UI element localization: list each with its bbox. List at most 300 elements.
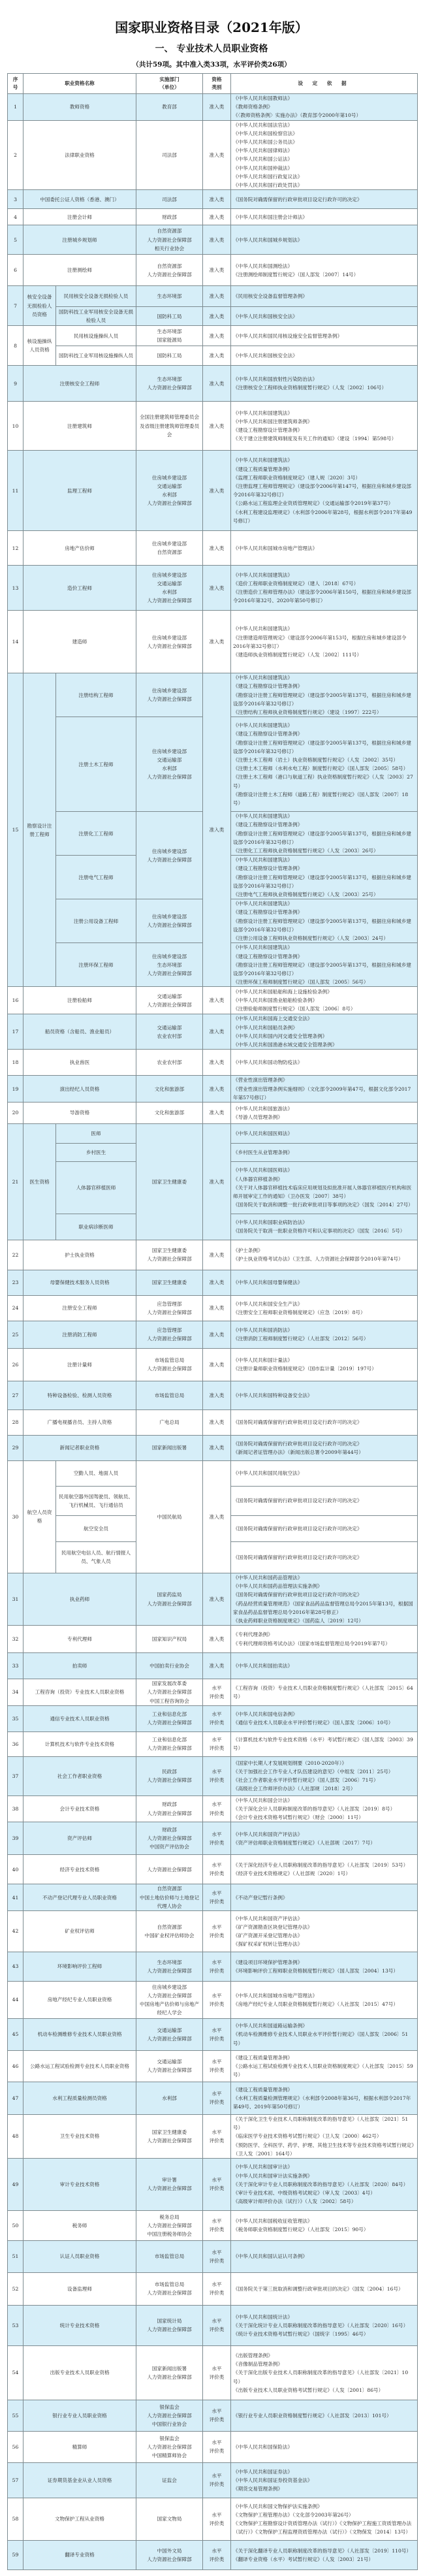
basis-line: 《注册核安全工程师执业资格制度暂行规定》（人发〔2002〕106号） bbox=[233, 385, 387, 391]
basis-line: 《注册土木工程师（岩土）执业资格制度暂行规定》（人发〔2002〕35号） bbox=[233, 757, 398, 764]
dept-line: 全国注册建筑师管理委员会及省级注册建筑师管理委员会 bbox=[139, 414, 200, 438]
basis-line: 《国家中长期人才发展规划纲要（2010-2020年）》 bbox=[233, 1760, 347, 1766]
category-line: 准入类 bbox=[209, 997, 225, 1004]
basis-cell bbox=[231, 1102, 418, 1123]
dept-line: 人力资源社会保障部 bbox=[147, 1309, 192, 1315]
dept-line: 市场监管总局 bbox=[154, 1392, 185, 1398]
basis-line: 《护士条例》 bbox=[233, 1248, 263, 1254]
basis-line: 《公路水运工程监理企业资质管理规定》（交通运输部令2019年第37号） bbox=[233, 500, 394, 507]
basis-cell bbox=[231, 1981, 418, 2018]
basis-line: 《人体器官移植条例》 bbox=[233, 1176, 283, 1182]
seq-cell: 3 bbox=[8, 190, 24, 209]
basis-cell bbox=[231, 1541, 418, 1573]
basis-line: 《监理工程师职业资格制度规定》（建人规〔2020〕3号） bbox=[233, 474, 361, 481]
name-cell: 社会工作者职业资格 bbox=[24, 1756, 136, 1795]
category-cell bbox=[203, 1822, 231, 1855]
qualification-table bbox=[7, 73, 418, 2570]
category-line: 准入类 bbox=[209, 585, 225, 591]
basis-line: 《勘察设计注册土木工程师（道路工程）制度暂行规定》（国人部发〔2007〕18号） bbox=[233, 791, 409, 807]
basis-cell bbox=[231, 1348, 418, 1381]
table-row bbox=[8, 1102, 418, 1123]
table-row bbox=[8, 1981, 418, 2018]
dept-line: 人力资源社会保障部 bbox=[147, 2137, 192, 2144]
dept-cell bbox=[136, 326, 203, 346]
category-line: 水平 bbox=[212, 2439, 222, 2446]
name-cell: 注册测绘师 bbox=[24, 255, 136, 286]
dept-line: 生态环境部 bbox=[157, 293, 182, 300]
basis-line: 《勘察设计注册工程师管理规定》（建设部令2005年第137号，根据住房和城乡建设部令2016年第32号修订） bbox=[233, 739, 412, 754]
dept-line: 农业农村部 bbox=[157, 1059, 182, 1066]
name-cell: 导游资格 bbox=[24, 1102, 136, 1123]
category-cell bbox=[203, 2158, 231, 2210]
basis-cell bbox=[231, 856, 418, 899]
category-cell bbox=[203, 1409, 231, 1435]
name-cell: 精算师 bbox=[24, 2431, 136, 2462]
table-row bbox=[8, 2158, 418, 2210]
dept-cell bbox=[136, 1295, 203, 1321]
name-cell: 法律职业资格 bbox=[24, 120, 136, 190]
basis-cell bbox=[231, 225, 418, 255]
dept-line: 住房城乡建设部 bbox=[151, 1984, 187, 1990]
dept-cell bbox=[136, 812, 203, 899]
basis-cell bbox=[231, 1756, 418, 1795]
dept-cell bbox=[136, 2540, 203, 2569]
seq-cell: 50 bbox=[8, 2210, 24, 2240]
dept-cell bbox=[136, 402, 203, 451]
seq-cell: 37 bbox=[8, 1756, 24, 1795]
basis-line: 《中华人民共和国建筑法》 bbox=[233, 722, 293, 729]
header-category: 资格类别 bbox=[203, 74, 231, 94]
category-cell bbox=[203, 2540, 231, 2569]
basis-cell bbox=[231, 94, 418, 121]
table-row bbox=[8, 209, 418, 225]
name-cell: 翻译专业资格 bbox=[24, 2540, 136, 2569]
dept-line: 人力资源社会保障部 bbox=[147, 1967, 192, 1974]
basis-line: 《注册消防工程师制度暂行规定》（人社部发〔2012〕56号） bbox=[233, 1336, 369, 1342]
basis-line: 《中华人民共和国城市房地产管理法》 bbox=[233, 545, 318, 551]
table-subrow bbox=[8, 286, 418, 307]
dept-line: 人力资源社会保障部 bbox=[147, 2556, 192, 2562]
basis-cell bbox=[231, 286, 418, 307]
table-row bbox=[8, 1705, 418, 1731]
dept-line: 人力资源社会保障部 bbox=[147, 500, 192, 507]
category-line: 准入类 bbox=[209, 236, 225, 243]
category-cell bbox=[203, 209, 231, 225]
dept-line: 住房城乡建设部 bbox=[151, 474, 187, 481]
basis-cell bbox=[231, 326, 418, 346]
category-cell bbox=[203, 566, 231, 611]
table-row bbox=[8, 255, 418, 286]
category-line: 准入类 bbox=[209, 267, 225, 274]
basis-cell bbox=[231, 1214, 418, 1240]
category-line: 水平 bbox=[212, 2511, 222, 2518]
group-name-cell: 核设施操纵人员资格 bbox=[24, 326, 56, 366]
category-line: 评价类 bbox=[209, 2417, 225, 2423]
category-cell bbox=[203, 2305, 231, 2345]
basis-line: 《房地产经纪专业人员职业资格制度暂行规定》（人社部发〔2015〕47号） bbox=[233, 2001, 398, 2007]
basis-line: 《新闻记者证管理办法》（新闻出版总署令2009年第44号） bbox=[233, 1449, 364, 1455]
seq-cell: 25 bbox=[8, 1321, 24, 1348]
dept-cell bbox=[136, 2114, 203, 2158]
basis-cell bbox=[231, 1855, 418, 1884]
seq-cell: 22 bbox=[8, 1240, 24, 1270]
dept-line: 自然资源部 bbox=[157, 1924, 182, 1930]
basis-line: 《税务师职业资格制度暂行规定》（人社部发〔2015〕90号） bbox=[233, 2227, 369, 2233]
header-dept: 实施部门（单位） bbox=[136, 74, 203, 94]
category-line: 准入类 bbox=[209, 1663, 225, 1669]
seq-cell: 54 bbox=[8, 2345, 24, 2400]
category-line: 准入类 bbox=[209, 1513, 225, 1520]
dept-line: 国家新闻出版署 bbox=[151, 2365, 187, 2372]
name-cell: 出版专业技术人员职业资格 bbox=[24, 2345, 136, 2400]
category-line: 准入类 bbox=[209, 487, 225, 494]
basis-cell bbox=[231, 1435, 418, 1460]
basis-line: 《专利代理条例》 bbox=[233, 1632, 273, 1638]
basis-line: 《注册造价工程师管理办法》（建设部令2006年第150号，根据住房和城乡建设部令2016年第32号、2020年第50号修订） bbox=[233, 589, 412, 604]
table-row bbox=[8, 1822, 418, 1855]
category-cell bbox=[203, 1981, 231, 2018]
name-cell: 专利代理师 bbox=[24, 1626, 136, 1653]
name-cell: 注册计量师 bbox=[24, 1348, 136, 1381]
category-line: 准入类 bbox=[209, 827, 225, 833]
basis-line: 《中华人民共和国医师法》 bbox=[233, 1130, 293, 1136]
dept-line: 水利部 bbox=[162, 492, 177, 498]
dept-line: 交通运输部 bbox=[157, 483, 182, 490]
dept-line: 自然资源部 bbox=[157, 1886, 182, 1892]
name-cell: 机动车检测维修专业技术人员职业资格 bbox=[24, 2018, 136, 2050]
dept-line: 水利部 bbox=[162, 589, 177, 596]
category-cell bbox=[203, 1679, 231, 1706]
basis-cell bbox=[231, 120, 418, 190]
basis-line: 《营业性演出管理条例实施细则》（文化部令2009年第47号，根据文化部令2017年第57号修订） bbox=[233, 1086, 411, 1101]
basis-line: 《高级审计师评价办法（试行）》（人发〔2002〕58号） bbox=[233, 2198, 356, 2205]
name-cell: 拍卖师 bbox=[24, 1653, 136, 1679]
dept-cell bbox=[136, 2345, 203, 2400]
name-cell: 通信专业技术人员职业资格 bbox=[24, 1705, 136, 1731]
dept-line: 国家知识产权局 bbox=[151, 1636, 187, 1643]
basis-line: 《中华人民共和国民用核设施安全监督管理条例》 bbox=[233, 332, 343, 339]
dept-line: 自然资源部 bbox=[157, 228, 182, 234]
dept-line: 中国房地产估价师与房地产经纪人学会 bbox=[139, 2001, 200, 2016]
basis-line: 《中华人民共和国职业病防治法》 bbox=[233, 1219, 307, 1226]
category-cell bbox=[203, 2082, 231, 2114]
dept-cell bbox=[136, 1076, 203, 1103]
name-cell: 不动产登记代理专业人员职业资格 bbox=[24, 1884, 136, 1911]
basis-line: 《民用核安全设备监督管理条例》 bbox=[233, 293, 307, 300]
basis-line: 《建设工程勘察设计管理条例》 bbox=[233, 909, 303, 916]
sub-name-cell: 国防科技工业军用核安全设备无损检验人员 bbox=[56, 307, 136, 326]
seq-cell: 18 bbox=[8, 1050, 24, 1076]
basis-line: 《期货交易管理条例》 bbox=[233, 2486, 283, 2492]
dept-line: 中国银行业协会 bbox=[151, 2421, 187, 2428]
basis-line: 《关于深化卫生专业技术人员职称制度改革的指导意见》（人社部发〔2021〕51号） bbox=[233, 2116, 409, 2131]
basis-line: 《通信专业技术人员职业水平评价暂行规定》（国人部发〔2006〕10号） bbox=[233, 1720, 394, 1726]
category-cell bbox=[203, 2210, 231, 2240]
basis-line: 《中华人民共和国注册建筑师条例》 bbox=[233, 419, 313, 425]
category-cell bbox=[203, 326, 231, 346]
basis-line: 《关于对人体器官移植技术临床应用规划及拟批准开展人体器官移植医疗机构和医师开展审定工作的通知》（卫办医发〔2007〕38号） bbox=[233, 1184, 412, 1200]
name-cell: 注册建筑师 bbox=[24, 402, 136, 451]
category-line: 水平 bbox=[212, 1992, 222, 1999]
dept-line: 银保监会 bbox=[159, 2435, 180, 2441]
name-cell: 矿业权评估师 bbox=[24, 1910, 136, 1952]
basis-cell bbox=[231, 209, 418, 225]
basis-line: 《注册计量师职业资格制度规定》（国市监计量〔2019〕197号） bbox=[233, 1366, 377, 1372]
table-row bbox=[8, 2498, 418, 2540]
basis-cell bbox=[231, 1515, 418, 1541]
basis-line: 《注册安全工程师职业资格制度规定》（应急〔2019〕8号） bbox=[233, 1309, 366, 1315]
category-cell bbox=[203, 1321, 231, 1348]
dept-line: 民政部 bbox=[162, 1769, 177, 1775]
table-row bbox=[8, 1679, 418, 1706]
dept-cell bbox=[136, 1050, 203, 1076]
seq-cell: 58 bbox=[8, 2498, 24, 2540]
dept-cell bbox=[136, 307, 203, 326]
category-line: 准入类 bbox=[209, 313, 225, 319]
dept-cell bbox=[136, 1795, 203, 1822]
seq-cell: 16 bbox=[8, 987, 24, 1014]
category-line: 准入类 bbox=[209, 639, 225, 645]
dept-cell bbox=[136, 2431, 203, 2462]
sub-name-cell: 注册土木工程师 bbox=[56, 717, 136, 812]
table-row bbox=[8, 1952, 418, 1981]
table-row bbox=[8, 1348, 418, 1381]
basis-cell bbox=[231, 1705, 418, 1731]
basis-line: 《关于加强社会工作专业人才队伍建设的意见》（中组发〔2011〕25号） bbox=[233, 1769, 394, 1775]
category-line: 准入类 bbox=[209, 545, 225, 551]
basis-line: 《〈教师资格条例〉实施办法》（教育部令2000年第10号） bbox=[233, 112, 362, 119]
basis-cell bbox=[231, 2082, 418, 2114]
basis-line: 《勘察设计注册工程师管理规定》（建设部令2005年第137号，根据住房和城乡建设部令2016年第32号修订） bbox=[233, 874, 412, 889]
dept-line: 生态环境部 bbox=[157, 961, 182, 968]
basis-line: 《注册公用设备工程师执业资格制度暂行规定》（人发〔2003〕24号） bbox=[233, 935, 388, 942]
dept-line: 人力资源社会保障部 bbox=[147, 2326, 192, 2333]
name-cell: 注册安全工程师 bbox=[24, 1295, 136, 1321]
basis-cell bbox=[231, 2400, 418, 2431]
basis-line: 《建设工程勘察设计管理条例》 bbox=[233, 865, 303, 872]
dept-line: 中国拍卖行业协会 bbox=[149, 1663, 189, 1669]
basis-line: 《中华人民共和国安全生产法》 bbox=[233, 1300, 303, 1307]
category-line: 准入类 bbox=[209, 380, 225, 387]
name-cell: 注册核安全工程师 bbox=[24, 366, 136, 402]
category-line: 水平 bbox=[212, 1959, 222, 1965]
basis-line: 《关于深化审计专业人员职称制度改革的指导意见》（人社部发〔2020〕84号） bbox=[233, 2181, 409, 2187]
dept-line: 银保监会 bbox=[159, 2404, 180, 2410]
seq-cell: 28 bbox=[8, 1409, 24, 1435]
dept-line: 住房城乡建设部 bbox=[151, 688, 187, 694]
seq-cell: 5 bbox=[8, 225, 24, 255]
basis-cell bbox=[231, 1321, 418, 1348]
basis-line: 《预防医学、全科医学、药学、护理、其他卫生技术等专业技术资格考试暂行规定》（卫人发〔2001〕164号） bbox=[233, 2142, 415, 2157]
table-row bbox=[8, 120, 418, 190]
basis-line: 《注册监理工程师管理规定》（建设部令2006年第147号，根据住房和城乡建设部令2016年第32号修订） bbox=[233, 483, 412, 498]
category-cell bbox=[203, 1855, 231, 1884]
category-line: 水平 bbox=[212, 2129, 222, 2135]
basis-line: 《造价工程师职业资格制度规定》（建人〔2018〕67号） bbox=[233, 581, 359, 587]
dept-line: 中国土地估价师与土地登记代理人协会 bbox=[139, 1894, 200, 1909]
seq-cell: 10 bbox=[8, 402, 24, 451]
name-cell: 房地产经纪专业人员职业资格 bbox=[24, 1981, 136, 2018]
category-line: 水平 bbox=[212, 1862, 222, 1869]
name-cell: 新闻记者职业资格 bbox=[24, 1435, 136, 1460]
category-line: 评价类 bbox=[209, 1693, 225, 1699]
basis-line: 《中华人民共和国海上交通安全法》 bbox=[233, 1016, 313, 1022]
basis-line: 《中华人民共和国消防法》 bbox=[233, 1327, 293, 1334]
category-cell bbox=[203, 94, 231, 121]
dept-line: 人力资源社会保障部 bbox=[147, 2035, 192, 2042]
table-row bbox=[8, 1855, 418, 1884]
name-cell: 演出经纪人员资格 bbox=[24, 1076, 136, 1103]
basis-line: 《国务院对确需保留的行政审批项目设定行政许可的决定》 bbox=[233, 1419, 362, 1426]
basis-line: 《国务院对确需保留的行政审批项目设定行政许可的决定》 bbox=[233, 1592, 362, 1598]
seq-cell: 42 bbox=[8, 1910, 24, 1952]
dept-line: 文化和旅游部 bbox=[154, 1110, 185, 1116]
dept-line: 中国资产评估协会 bbox=[149, 1844, 189, 1850]
group-name-cell: 核安全设备无损检验人员资格 bbox=[24, 286, 56, 326]
dept-line: 国防科工局 bbox=[157, 353, 182, 359]
dept-cell bbox=[136, 1381, 203, 1409]
category-line: 准入类 bbox=[209, 1392, 225, 1398]
table-row bbox=[8, 2540, 418, 2569]
basis-cell bbox=[231, 1573, 418, 1625]
category-line: 准入类 bbox=[209, 1178, 225, 1185]
category-cell bbox=[203, 1014, 231, 1050]
category-cell bbox=[203, 1653, 231, 1679]
dept-cell bbox=[136, 2158, 203, 2210]
seq-cell: 43 bbox=[8, 1952, 24, 1981]
seq-cell: 30 bbox=[8, 1460, 24, 1573]
seq-cell: 21 bbox=[8, 1123, 24, 1240]
dept-line: 交通运输部 bbox=[157, 757, 182, 764]
name-cell: 统计专业技术资格 bbox=[24, 2305, 136, 2345]
category-line: 准入类 bbox=[209, 1110, 225, 1116]
seq-cell: 17 bbox=[8, 1014, 24, 1050]
basis-cell bbox=[231, 1822, 418, 1855]
seq-cell: 34 bbox=[8, 1679, 24, 1706]
basis-line: 《中华人民共和国内河交通安全管理条例》 bbox=[233, 1033, 328, 1039]
basis-line: 《文物保护工程勘察设计资质管理办法（试行）》《文物保护工程施工资质管理办法（试行）》《文物保护工程监理资质管理办法（试行）》（文物保发〔2014〕13号） bbox=[233, 2520, 412, 2536]
sub-name-cell: 民用航空器外国驾驶员、领航员、飞行机械员、飞行通信员 bbox=[56, 1486, 136, 1515]
basis-line: 《建造师执业资格制度暂行规定》（人发〔2002〕111号） bbox=[233, 651, 362, 658]
basis-line: 《中华人民共和国证券投资基金法》 bbox=[233, 2477, 313, 2483]
basis-line: 《中华人民共和国公证法》 bbox=[233, 156, 293, 163]
basis-line: 《经济专业技术资格规定》（人社部规〔2020〕1号） bbox=[233, 1871, 351, 1877]
page-title: 国家职业资格目录（2021年版） bbox=[115, 20, 308, 35]
name-cell: 造价工程师 bbox=[24, 566, 136, 611]
category-cell bbox=[203, 2462, 231, 2498]
dept-line: 农业农村部 bbox=[157, 1033, 182, 1039]
dept-line: 人力资源社会保障部 bbox=[147, 2290, 192, 2296]
basis-cell bbox=[231, 673, 418, 717]
dept-cell bbox=[136, 899, 203, 943]
basis-line: 《音像制品管理条例》 bbox=[233, 2361, 283, 2368]
basis-line: 《注册结构工程师执业资格制度暂行规定》（建设〔1997〕222号） bbox=[233, 709, 382, 716]
dept-cell bbox=[136, 1756, 203, 1795]
basis-cell bbox=[231, 2431, 418, 2462]
header-basis: 设 定 依 据 bbox=[231, 74, 418, 94]
basis-line: 《中华人民共和国医师法》 bbox=[233, 1167, 293, 1174]
category-line: 水平 bbox=[212, 2365, 222, 2372]
table-row bbox=[8, 225, 418, 255]
basis-cell bbox=[231, 1270, 418, 1295]
dept-line: 国家卫生健康委 bbox=[151, 2129, 187, 2135]
table-row bbox=[8, 1795, 418, 1822]
category-line: 水平 bbox=[212, 1924, 222, 1930]
basis-line: 《中华人民共和国药品管理法》 bbox=[233, 1574, 303, 1581]
dept-line: 交通运输部 bbox=[157, 581, 182, 587]
basis-cell bbox=[231, 2114, 418, 2158]
basis-line: 《中华人民共和国税收征收管理法》 bbox=[233, 2218, 313, 2225]
category-line: 评价类 bbox=[209, 2326, 225, 2333]
table-row bbox=[8, 1295, 418, 1321]
basis-line: 《中华人民共和国律师法》 bbox=[233, 148, 293, 154]
seq-cell: 36 bbox=[8, 1731, 24, 1756]
seq-cell: 51 bbox=[8, 2240, 24, 2272]
basis-line: 《中华人民共和国教师法》 bbox=[233, 95, 293, 101]
dept-line: 应急管理部 bbox=[157, 1300, 182, 1307]
basis-line: 《建设工程勘察设计管理条例》 bbox=[233, 822, 303, 828]
basis-line: 《中华人民共和国船员条例》 bbox=[233, 1024, 298, 1031]
category-line: 水平 bbox=[212, 1711, 222, 1718]
dept-line: 广电总局 bbox=[159, 1419, 180, 1426]
group-name-cell: 航空人员资格 bbox=[24, 1460, 56, 1573]
basis-line: 《计算机技术与软件专业技术资格（水平）考试暂行规定》（国人部发〔2003〕39号） bbox=[233, 1737, 413, 1752]
sub-name-cell: 职业病诊断医师 bbox=[56, 1214, 136, 1240]
basis-line: 《矿产资源开采登记管理办法》 bbox=[233, 1932, 303, 1939]
dept-line: 人力资源社会保障部 bbox=[147, 1745, 192, 1752]
basis-cell bbox=[231, 1123, 418, 1143]
category-cell bbox=[203, 402, 231, 451]
category-cell bbox=[203, 1626, 231, 1653]
dept-line: 中国外文局 bbox=[157, 2547, 182, 2554]
name-cell: 注册消防工程师 bbox=[24, 1321, 136, 1348]
basis-line: 《注册环保工程师制度暂行规定》（国人部发〔2005〕56号） bbox=[233, 979, 369, 986]
basis-line: 《建设项目环境保护管理条例》 bbox=[233, 1959, 303, 1965]
dept-cell bbox=[136, 1102, 203, 1123]
basis-line: 《中华人民共和国核安全法》 bbox=[233, 353, 298, 359]
dept-cell bbox=[136, 1705, 203, 1731]
seq-cell: 20 bbox=[8, 1102, 24, 1123]
dept-line: 国家发展改革委 bbox=[151, 1681, 187, 1687]
basis-line: 《文物保护工程管理办法》（文化部令2003年第26号） bbox=[233, 2511, 354, 2518]
category-line: 评价类 bbox=[209, 1899, 225, 1905]
basis-line: 《中华人民共和国建筑法》 bbox=[233, 944, 293, 951]
category-cell bbox=[203, 2240, 231, 2272]
category-cell bbox=[203, 1756, 231, 1795]
seq-cell: 45 bbox=[8, 2018, 24, 2050]
sub-name-cell: 民用核设施操纵人员 bbox=[56, 326, 136, 346]
basis-line: 《注册土木工程师（水利水电工程）制度暂行规定》（国人部发〔2005〕58号） bbox=[233, 765, 409, 772]
category-line: 准入类 bbox=[209, 196, 225, 202]
name-cell: 注册城乡规划师 bbox=[24, 225, 136, 255]
category-cell bbox=[203, 1460, 231, 1573]
seq-cell: 39 bbox=[8, 1822, 24, 1855]
basis-line: 《中华人民共和国资产评估法》 bbox=[233, 1915, 303, 1922]
category-line: 水平 bbox=[212, 2027, 222, 2033]
category-line: 水平 bbox=[212, 2091, 222, 2097]
basis-line: 《中华人民共和国保险法》 bbox=[233, 2443, 293, 2450]
category-line: 水平 bbox=[212, 2408, 222, 2415]
basis-cell bbox=[231, 1409, 418, 1435]
sub-name-cell: 空勤人员、地面人员 bbox=[56, 1460, 136, 1486]
seq-cell: 26 bbox=[8, 1348, 24, 1381]
dept-line: 国家卫生健康委 bbox=[151, 1280, 187, 1286]
table-row bbox=[8, 2400, 418, 2431]
table-row bbox=[8, 1321, 418, 1348]
category-line: 准入类 bbox=[209, 1086, 225, 1092]
basis-cell bbox=[231, 943, 418, 987]
basis-line: 《教师资格条例》 bbox=[233, 104, 273, 110]
